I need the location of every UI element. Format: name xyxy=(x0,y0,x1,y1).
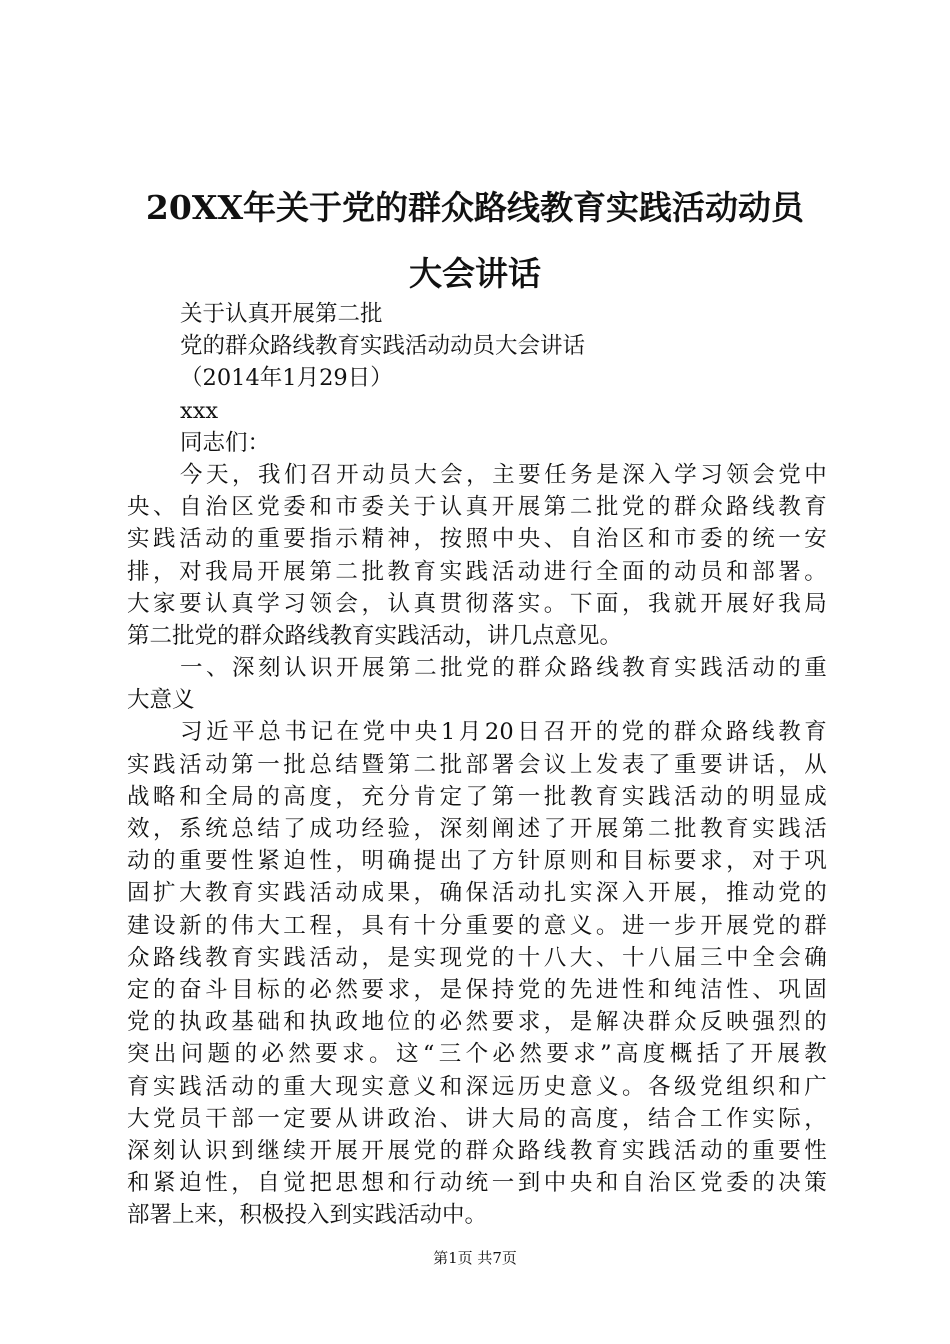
paragraph-2-line: 建设新的伟大工程，具有十分重要的意义。进一步开展党的群 xyxy=(127,912,827,939)
paragraph-2-line: 实践活动第一批总结暨第二批部署会议上发表了重要讲话，从 xyxy=(127,751,827,778)
paragraph-1-line: 第二批党的群众路线教育实践活动，讲几点意见。 xyxy=(127,622,623,649)
paragraph-2-line: 习近平总书记在党中央1月20日召开的党的群众路线教育 xyxy=(180,719,827,746)
document-title-line-1: 20XX年关于党的群众路线教育实践活动动员 xyxy=(145,188,805,227)
document-title-line-2: 大会讲话 xyxy=(409,254,541,293)
paragraph-2-line: 定的奋斗目标的必然要求，是保持党的先进性和纯洁性、巩固 xyxy=(127,976,827,1003)
paragraph-2-line: 部署上来，积极投入到实践活动中。 xyxy=(127,1202,488,1229)
section-heading-line: 一、深刻认识开展第二批党的群众路线教育实践活动的重 xyxy=(180,655,827,682)
paragraph-2-line: 党的执政基础和执政地位的必然要求，是解决群众反映强烈的 xyxy=(127,1009,827,1036)
paragraph-1-line: 今天，我们召开动员大会，主要任务是深入学习领会党中 xyxy=(180,461,827,488)
paragraph-2-line: 和紧迫性，自觉把思想和行动统一到中央和自治区党委的决策 xyxy=(127,1170,827,1197)
header-line-salutation: 同志们： xyxy=(180,429,271,456)
header-line-subject: 关于认真开展第二批 xyxy=(180,301,383,327)
header-line-topic: 党的群众路线教育实践活动动员大会讲话 xyxy=(180,333,586,360)
paragraph-2-line: 战略和全局的高度，充分肯定了第一批教育实践活动的明显成 xyxy=(127,783,827,810)
paragraph-2-line: 突出问题的必然要求。这“三个必然要求”高度概括了开展教 xyxy=(127,1041,827,1068)
paragraph-2-line: 众路线教育实践活动，是实现党的十八大、十八届三中全会确 xyxy=(127,944,827,971)
paragraph-1-line: 央、自治区党委和市委关于认真开展第二批党的群众路线教育 xyxy=(127,494,827,521)
paragraph-2-line: 固扩大教育实践活动成果，确保活动扎实深入开展，推动党的 xyxy=(127,880,827,907)
header-line-speaker: xxx xyxy=(180,397,219,424)
section-heading-line: 大意义 xyxy=(127,687,195,714)
paragraph-1-line: 大家要认真学习领会，认真贯彻落实。下面，我就开展好我局 xyxy=(127,590,827,617)
page-number-footer: 第1页 共7页 xyxy=(433,1249,517,1267)
paragraph-1-line: 实践活动的重要指示精神，按照中央、自治区和市委的统一安 xyxy=(127,526,827,553)
header-line-date: （2014年1月29日） xyxy=(180,365,393,392)
paragraph-2-line: 大党员干部一定要从讲政治、讲大局的高度，结合工作实际， xyxy=(127,1105,827,1132)
document-body xyxy=(127,298,827,1231)
paragraph-1-line: 排，对我局开展第二批教育实践活动进行全面的动员和部署。 xyxy=(127,558,827,585)
paragraph-2-line: 育实践活动的重大现实意义和深远历史意义。各级党组织和广 xyxy=(127,1073,827,1100)
paragraph-2-line: 动的重要性紧迫性，明确提出了方针原则和目标要求，对于巩 xyxy=(127,848,827,875)
paragraph-2-line: 深刻认识到继续开展开展党的群众路线教育实践活动的重要性 xyxy=(127,1137,827,1164)
paragraph-2-line: 效，系统总结了成功经验，深刻阐述了开展第二批教育实践活 xyxy=(127,816,827,842)
